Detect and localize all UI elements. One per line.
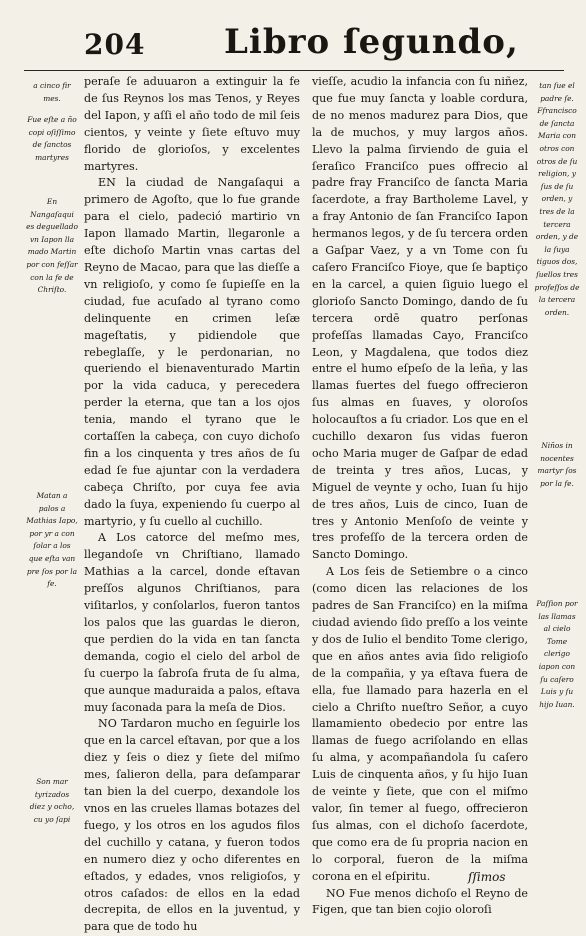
margin-note-right: tan ſue el padre ſe. Ffrancisco de ſancta Maria con otros con otros de ſu religion, y ſus de ſu orden, y tres de la tercera orden, y de la ſuya tiguos dos, ſuellos tres profeſſos de la tercera orden.	[534, 81, 580, 317]
running-title: Libro ſegundo,	[224, 22, 519, 62]
margin-note-left: Matan a palos a Mathias Iapo, por yr a con ſolar a los que eſta van pre ſos por la fe.	[26, 491, 78, 589]
paragraph: EN la ciudad de Nangaſaqui a primero de Agoſto, que lo fue grande para el cielo, padeció martirio vn Iapon llamado Martin, llegaronle a eſte dichoſo Martin vnas cartas del Reyno de Macao, para que las dieſſe a vn religioſo, y como ſe ſupieſſe en la ciudad, fue acuſado al tyrano como delinquente en crimen leſæ mageſtatis, y pidiendole que rebeglaſſe, y le perdonarian, no queriendo el bienaventurado Martin por la vida caduca, y perecedera perder la eterna, que tan a los ojos tenia, mando el tyrano que le cortaſſen la cabeça, con cuyo dichoſo fin a los cinquenta y tres años de ſu edad ſe fue ajuntar con la verdadera cabeça Chriſto, por cuya fee avia dado la ſuya, expeniendo ſu cuerpo al martyrio, y ſu cuello al cuchillo.	[84, 176, 300, 528]
margin-note-left: Fue eſte a ño copi oſiſſimo de ſanctos martyres	[27, 115, 77, 162]
paragraph: peraſe ſe aduuaron a extinguir la fe de ſus Reynos los mas Tenos, y Reyes del Iapon, y aſſi el año todo de mil ſeis cientos, y veinte y ſiete eſtuvo muy florido de glorioſos, y excelentes martyres.	[84, 75, 300, 173]
paragraph: NO Tardaron mucho en ſeguirle los que en la carcel eſtavan, por que a los diez y ſeis o diez y ſiete del miſmo mes, ſalieron della, para deſamparar tan bien la del cuerpo, dexandole los vnos en las crueles llamas botazes del fuego, y los otros en los agudos filos del cuchillo y catana, y fueron todos en numero diez y ocho diferentes en eſtados, y edades, vnos religioſos, y otros caſados: de ellos en la edad decrepita, de ellos en la juventud, y para que de todo hu	[84, 717, 300, 934]
margin-note-right: Paſſion por las llamas al cielo Tome clerigo iapon con ſu caſero Luis y ſu hijo Iuan.	[536, 599, 578, 709]
paragraph: vieſſe, acudio la infancia con ſu niñez, que fue muy ſancta y loable cordura, de no menos madurez para Dios, que la de muchos, y muy largos años. Llevo la palma ſirviendo de guia el ſeraſico Franciſco pues offrecio al padre fray Franciſco de ſancta Maria ſacerdote, a fray Bartholeme Lavel, y a fray Antonio de ſan Franciſco Iapon hermanos legos, y de ſu tercera orden a Gaſpar Vaez, y a vn Tome con ſu caſero Franciſco Fioye, que ſe baptiço en la carcel, a quien ſiguio luego el glorioſo Sancto Domingo, dando de ſu tercera ordē quatro perſonas profeſſas llamadas Cayo, Franciſco Leon, y Magdalena, que todos diez entre el humo eſpeſo de la leña, y las llamas fuertes del fuego offrecieron ſus almas en ſuaves, y oloroſos holocauſtos a ſu criador. Los que en el cuchillo dexaron ſus vidas fueron ocho Maria muger de Gaſpar de edad de treinta y tres años, Lucas, y Miguel de veynte y ocho, Iuan ſu hijo de tres años, Luis de cinco, Iuan de tres y Antonio Menſoſo de veinte y tres profeſſo de la tercera orden de Sancto Domingo.	[312, 75, 528, 562]
header-rule	[24, 70, 564, 71]
paragraph: A Los catorce del meſmo mes, llegandoſe vn Chriſtiano, llamado Mathias a la carcel, donde eſtavan preſſos algunos Chriſtianos, para viſitarlos, y conſolarlos, fueron tantos los palos que las guardas le dieron, que perdien do la vida en tan ſancta demanda, cogio el cielo del arbol de ſu cuerpo la ſabroſa fruta de ſu alma, que aunque maduraida a palos, eſtava muy ſaconada para la meſa de Dios.	[84, 531, 300, 714]
text-column-left	[84, 74, 300, 936]
paragraph: NO Fue menos dichoſo el Reyno de Figen, que tan bien cojio oloroſi	[312, 886, 528, 917]
page-header	[84, 20, 519, 66]
margin-note-left: En Nangaſaqui es deguellado vn Iapon lla mado Martin por con feſſar con la fe de Chriſto.	[26, 197, 78, 295]
page-number: 204	[84, 28, 146, 61]
text-column-right	[312, 74, 528, 919]
margin-note-left: a cinco fir mes.	[33, 81, 71, 103]
margin-note-left: Son mar tyrizados diez y ocho, cu yo ſapi	[29, 777, 75, 824]
paragraph: A Los ſeis de Setiembre o a cinco (como dicen las relaciones de los padres de San Franciſco) en la miſma ciudad aviendo ſido preſſo a los veinte y dos de Iulio el bendito Tome clerigo, que en años antes avia ſido religioſo de la compañia, y ya eſtava fuera de ella, fue llamado para hazerla en el cielo a Chriſto nueſtro Señor, a cuyo llamamiento obedecio por entre las llamas de fuego acriſolando en ellas ſu alma, y acompañandola ſu caſero Luis de cinquenta años, y ſu hijo Iuan de veinte y ſiete, que con el miſmo valor, ſin temer al fuego, offrecieron ſus almas, con el dichoſo ſacerdote, que como era de ſu propria nacion en lo corporal, fueron de la miſma corona en el eſpiritu.	[312, 565, 528, 883]
catchword: ſſimos	[468, 870, 506, 884]
margin-note-right: Niños in nocentes martyr ſos por la fe.	[537, 441, 577, 488]
